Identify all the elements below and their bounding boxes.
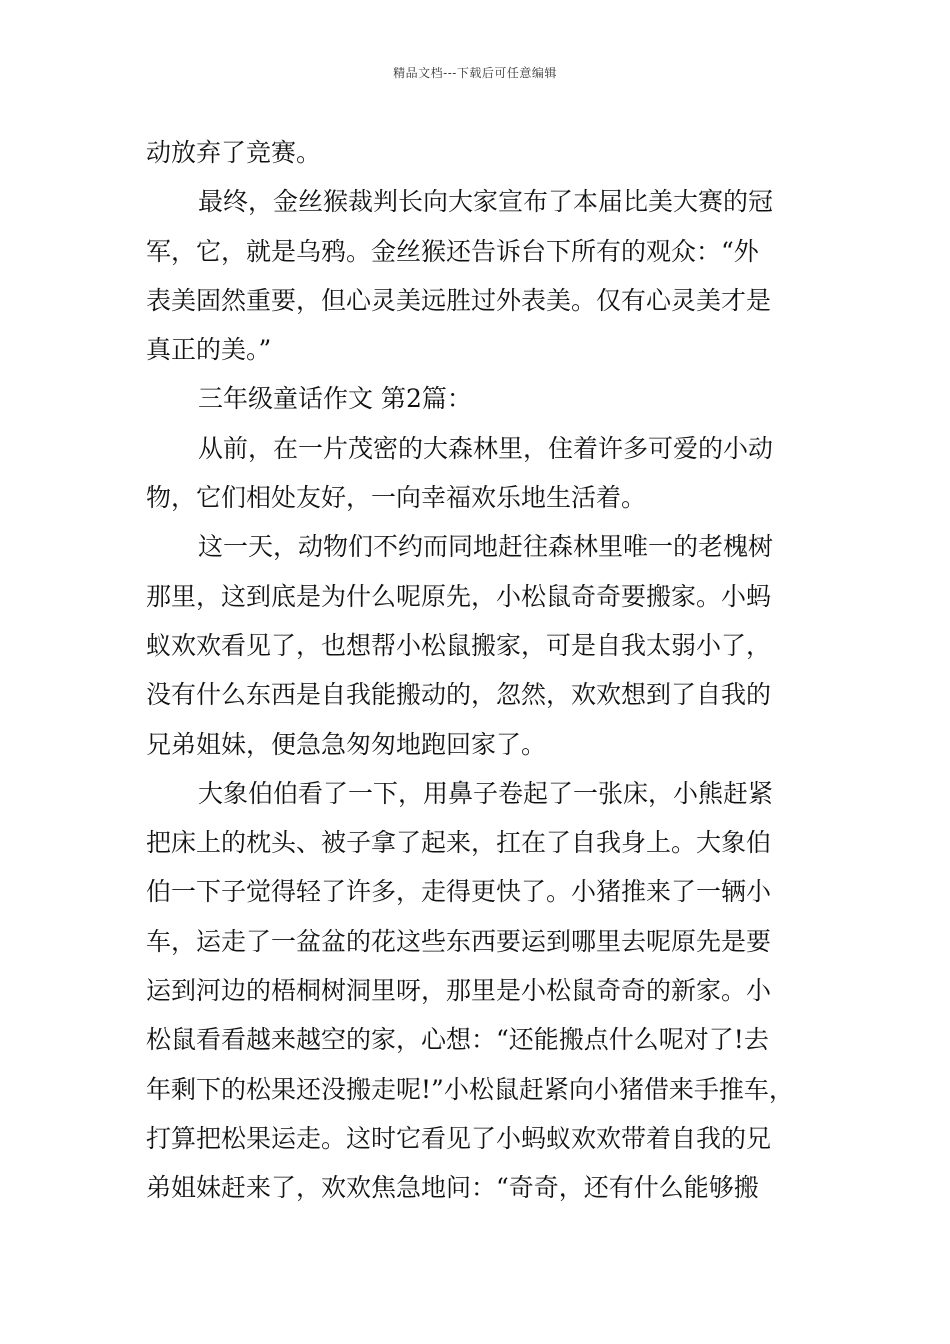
text-line: 年剩下的松果还没搬走呢!”小松鼠赶紧向小猪借来手推车， [146, 1074, 794, 1104]
text-line: 表美固然重要，但心灵美远胜过外表美。仅有心灵美才是 [146, 285, 772, 315]
text-line: 松鼠看看越来越空的家，心想：“还能搬点什么呢对了!去 [146, 1025, 769, 1055]
paragraph-start-line: 从前，在一片茂密的大森林里，住着许多可爱的小动 [198, 433, 774, 463]
paragraph-start-line: 大象伯伯看了一下，用鼻子卷起了一张床，小熊赶紧 [198, 778, 774, 808]
text-line: 动放弃了竞赛。 [146, 138, 322, 167]
text-line: 蚁欢欢看见了，也想帮小松鼠搬家，可是自我太弱小了， [146, 630, 772, 660]
text-line: 把床上的枕头、被子拿了起来，扛在了自我身上。大象伯 [146, 828, 772, 858]
document-body [146, 128, 810, 1213]
text-line: 车，运走了一盆盆的花这些东西要运到哪里去呢原先是要 [146, 926, 772, 956]
section-heading: 三年级童话作文 第2篇： [198, 384, 472, 414]
text-line: 那里，这到底是为什么呢原先，小松鼠奇奇要搬家。小蚂 [146, 581, 772, 611]
text-line: 兄弟姐妹，便急急匆匆地跑回家了。 [146, 729, 547, 759]
paragraph-start-line: 最终，金丝猴裁判长向大家宣布了本届比美大赛的冠 [198, 187, 774, 217]
paragraph-start-line: 这一天，动物们不约而同地赶往森林里唯一的老槐树 [198, 532, 774, 562]
text-line: 军，它，就是乌鸦。金丝猴还告诉台下所有的观众：“外 [146, 236, 759, 266]
text-line: 伯一下子觉得轻了许多，走得更快了。小猪推来了一辆小 [146, 877, 772, 907]
page-header: 精品文档---下载后可任意编辑 [393, 66, 557, 80]
text-line: 物，它们相处友好，一向幸福欢乐地生活着。 [146, 483, 647, 513]
text-line: 没有什么东西是自我能搬动的，忽然，欢欢想到了自我的 [146, 680, 772, 710]
text-line: 弟姐妹赶来了，欢欢焦急地问：“奇奇，还有什么能够搬 [146, 1173, 759, 1203]
text-line: 打算把松果运走。这时它看见了小蚂蚁欢欢带着自我的兄 [146, 1123, 772, 1153]
text-line: 运到河边的梧桐树洞里呀，那里是小松鼠奇奇的新家。小 [146, 976, 772, 1006]
text-line: 真正的美。” [146, 335, 272, 365]
